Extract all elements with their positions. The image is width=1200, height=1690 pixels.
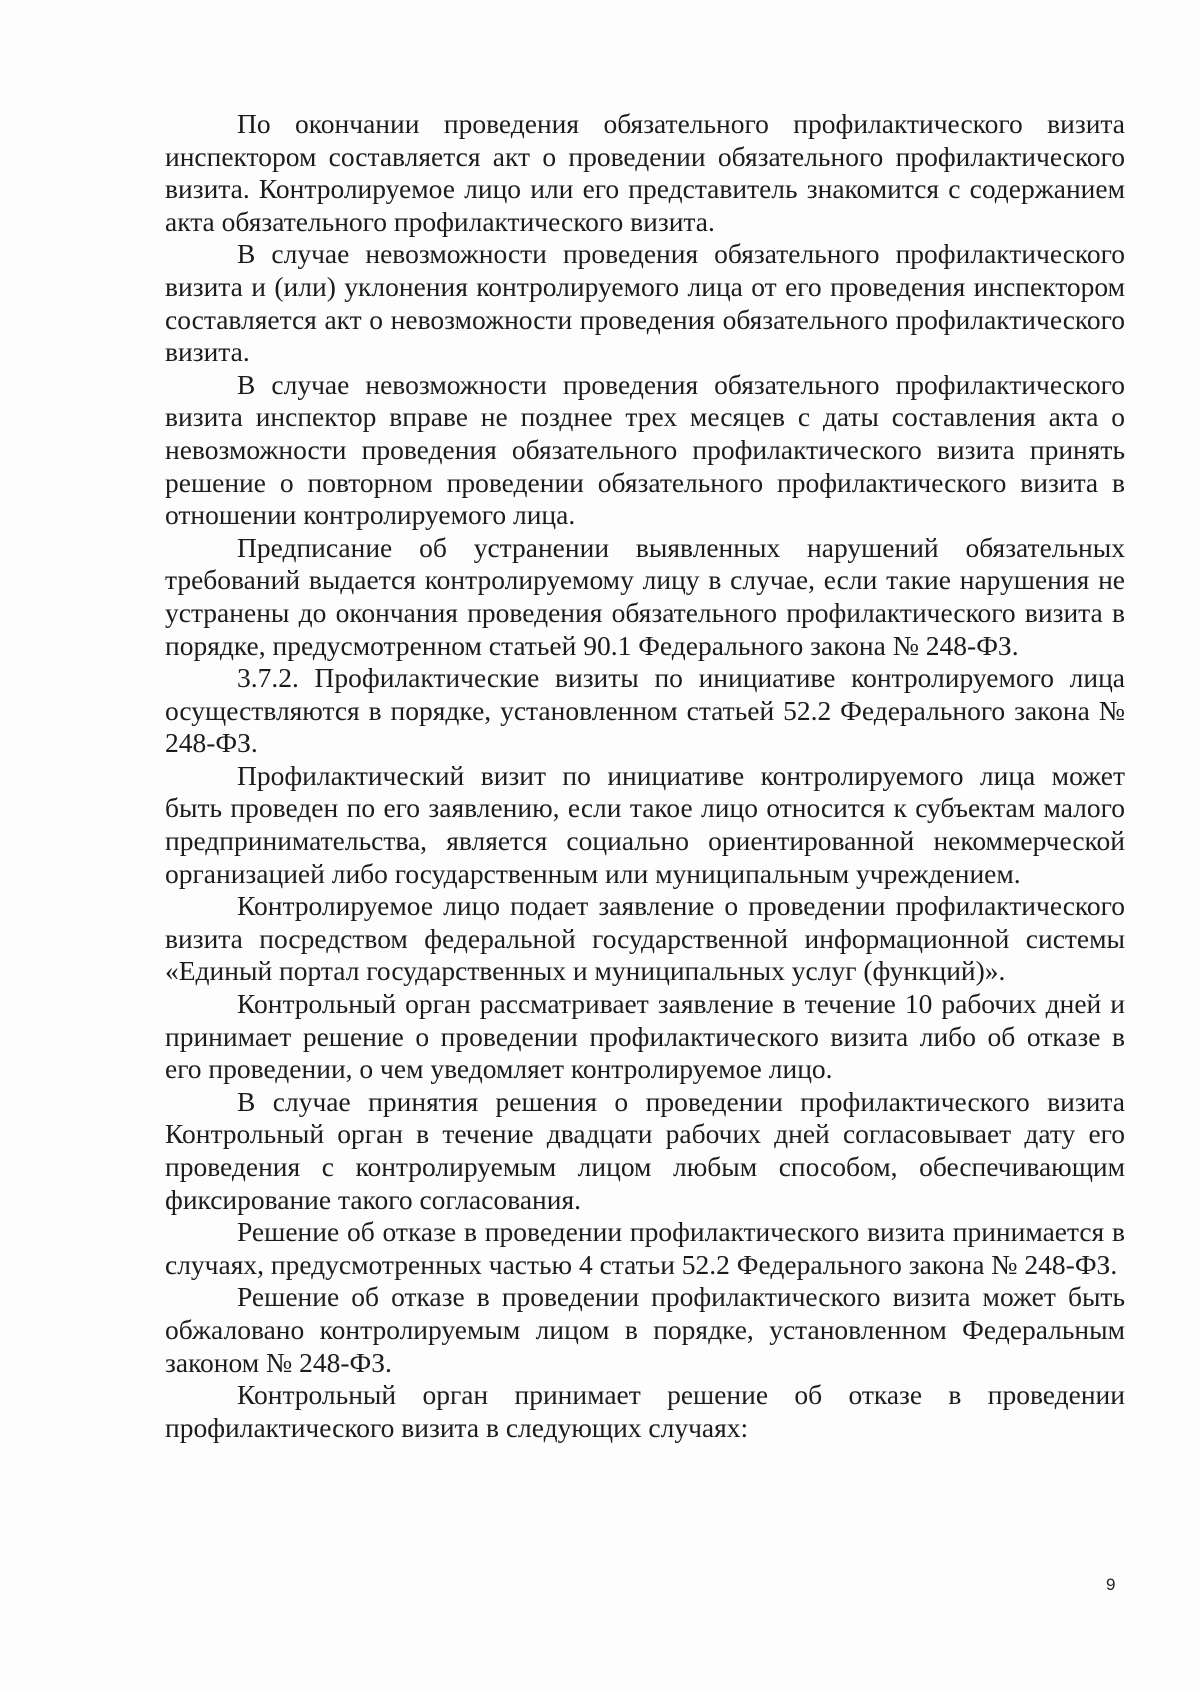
paragraph-9: В случае принятия решения о проведении профилактического визита Контрольный орган в течение двадцати рабочих дней согласовывает дату его проведения с контролируемым лицом любым способом, обеспечивающим фиксирование такого согласования.	[165, 1085, 1125, 1215]
paragraph-1: По окончании проведения обязательного профилактического визита инспектором составляется акт о проведении обязательного профилактического визита. Контролируемое лицо или его представитель знакомится с содержанием акта обязательного профилактического визита.	[165, 108, 1125, 237]
paragraph-2: В случае невозможности проведения обязательного профилактического визита и (или) уклонения контролируемого лица от его проведения инспектором составляется акт о невозможности проведения обязательного профилактического визита.	[165, 238, 1125, 368]
paragraph-11: Решение об отказе в проведении профилактического визита может быть обжаловано контролируемым лицом в порядке, установленном Федеральным законом № 248-ФЗ.	[165, 1281, 1125, 1378]
paragraph-7: Контролируемое лицо подает заявление о проведении профилактического визита посредством федеральной государственной информационной системы «Единый портал государственных и муниципальных услуг (функций)».	[165, 890, 1125, 987]
document-body	[165, 108, 1125, 1444]
paragraph-3: В случае невозможности проведения обязательного профилактического визита инспектор вправе не позднее трех месяцев с даты составления акта о невозможности проведения обязательного профилактического визита принять решение о повторном проведении обязательного профилактического визита в отношении контролируемого лица.	[165, 368, 1125, 531]
page-number: 9	[1106, 1575, 1116, 1594]
paragraph-10: Решение об отказе в проведении профилактического визита принимается в случаях, предусмотренных частью 4 статьи 52.2 Федерального закона № 248-ФЗ.	[165, 1216, 1125, 1280]
paragraph-6: Профилактический визит по инициативе контролируемого лица может быть проведен по его заявлению, если такое лицо относится к субъектам малого предпринимательства, является социально ориентированной некоммерческой организацией либо государственным или муниципальным учреждением.	[165, 759, 1125, 889]
paragraph-4: Предписание об устранении выявленных нарушений обязательных требований выдается контролируемому лицу в случае, если такие нарушения не устранены до окончания проведения обязательного профилактического визита в порядке, предусмотренном статьей 90.1 Федерального закона № 248-ФЗ.	[165, 531, 1125, 661]
paragraph-5: 3.7.2. Профилактические визиты по инициативе контролируемого лица осуществляются в порядке, установленном статьей 52.2 Федерального закона № 248-ФЗ.	[165, 662, 1125, 759]
paragraph-12: Контрольный орган принимает решение об отказе в проведении профилактического визита в следующих случаях:	[165, 1379, 1125, 1443]
paragraph-8: Контрольный орган рассматривает заявление в течение 10 рабочих дней и принимает решение о проведении профилактического визита либо об отказе в его проведении, о чем уведомляет контролируемое лицо.	[165, 988, 1125, 1085]
